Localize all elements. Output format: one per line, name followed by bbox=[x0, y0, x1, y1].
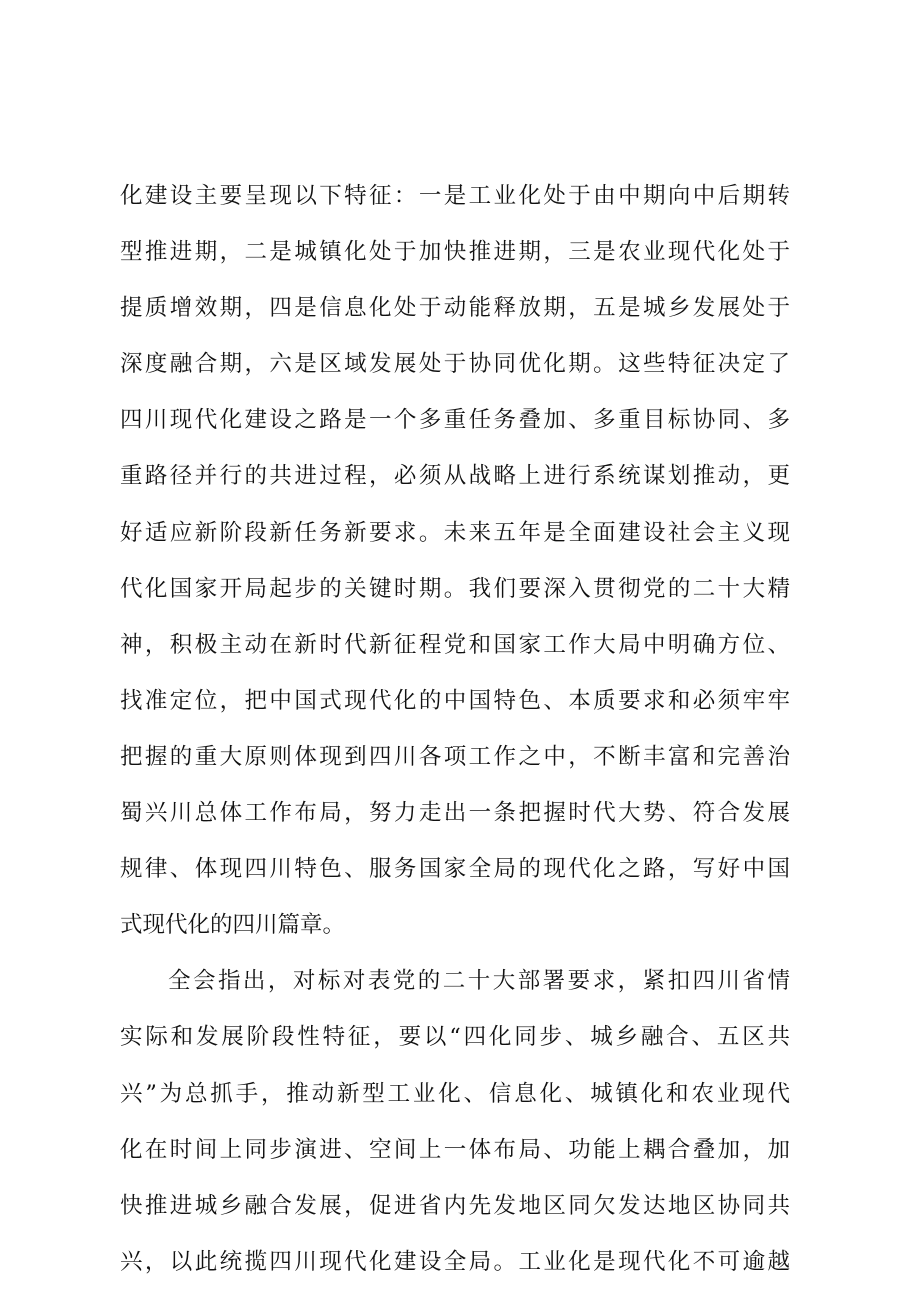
text-line: 快推进城乡融合发展，促进省内先发地区同欠发达地区协同共 bbox=[120, 1192, 790, 1219]
text-line: 提质增效期，四是信息化处于动能释放期，五是城乡发展处于 bbox=[120, 295, 790, 322]
text-line: 深度融合期，六是区域发展处于协同优化期。这些特征决定了 bbox=[120, 351, 790, 378]
text-line: 化在时间上同步演进、空间上一体布局、功能上耦合叠加，加 bbox=[120, 1136, 790, 1163]
text-line: 代化国家开局起步的关键时期。我们要深入贯彻党的二十大精 bbox=[120, 575, 790, 602]
text-line: 把握的重大原则体现到四川各项工作之中，不断丰富和完善治 bbox=[120, 743, 790, 770]
paragraph-end-line: 式现代化的四川篇章。 bbox=[120, 912, 346, 939]
text-line: 型推进期，二是城镇化处于加快推进期，三是农业现代化处于 bbox=[120, 239, 790, 266]
text-line: 四川现代化建设之路是一个多重任务叠加、多重目标协同、多 bbox=[120, 407, 790, 434]
text-line: 规律、体现四川特色、服务国家全局的现代化之路，写好中国 bbox=[120, 856, 790, 883]
text-line: 蜀兴川总体工作布局，努力走出一条把握时代大势、符合发展 bbox=[120, 800, 790, 827]
body-text bbox=[120, 168, 790, 1290]
paragraph-start-line: 全会指出，对标对表党的二十大部署要求，紧扣四川省情 bbox=[168, 968, 790, 995]
text-line: 实际和发展阶段性特征，要以“四化同步、城乡融合、五区共 bbox=[120, 1024, 790, 1051]
text-line: 神，积极主动在新时代新征程党和国家工作大局中明确方位、 bbox=[120, 631, 790, 658]
text-line: 化建设主要呈现以下特征：一是工业化处于由中期向中后期转 bbox=[120, 183, 790, 209]
text-line: 找准定位，把中国式现代化的中国特色、本质要求和必须牢牢 bbox=[120, 687, 790, 714]
text-line: 兴”为总抓手，推动新型工业化、信息化、城镇化和农业现代 bbox=[120, 1080, 790, 1107]
text-line: 好适应新阶段新任务新要求。未来五年是全面建设社会主义现 bbox=[120, 519, 790, 546]
text-line: 重路径并行的共进过程，必须从战略上进行系统谋划推动，更 bbox=[120, 463, 790, 490]
text-line: 兴，以此统揽四川现代化建设全局。工业化是现代化不可逾越 bbox=[120, 1248, 790, 1275]
